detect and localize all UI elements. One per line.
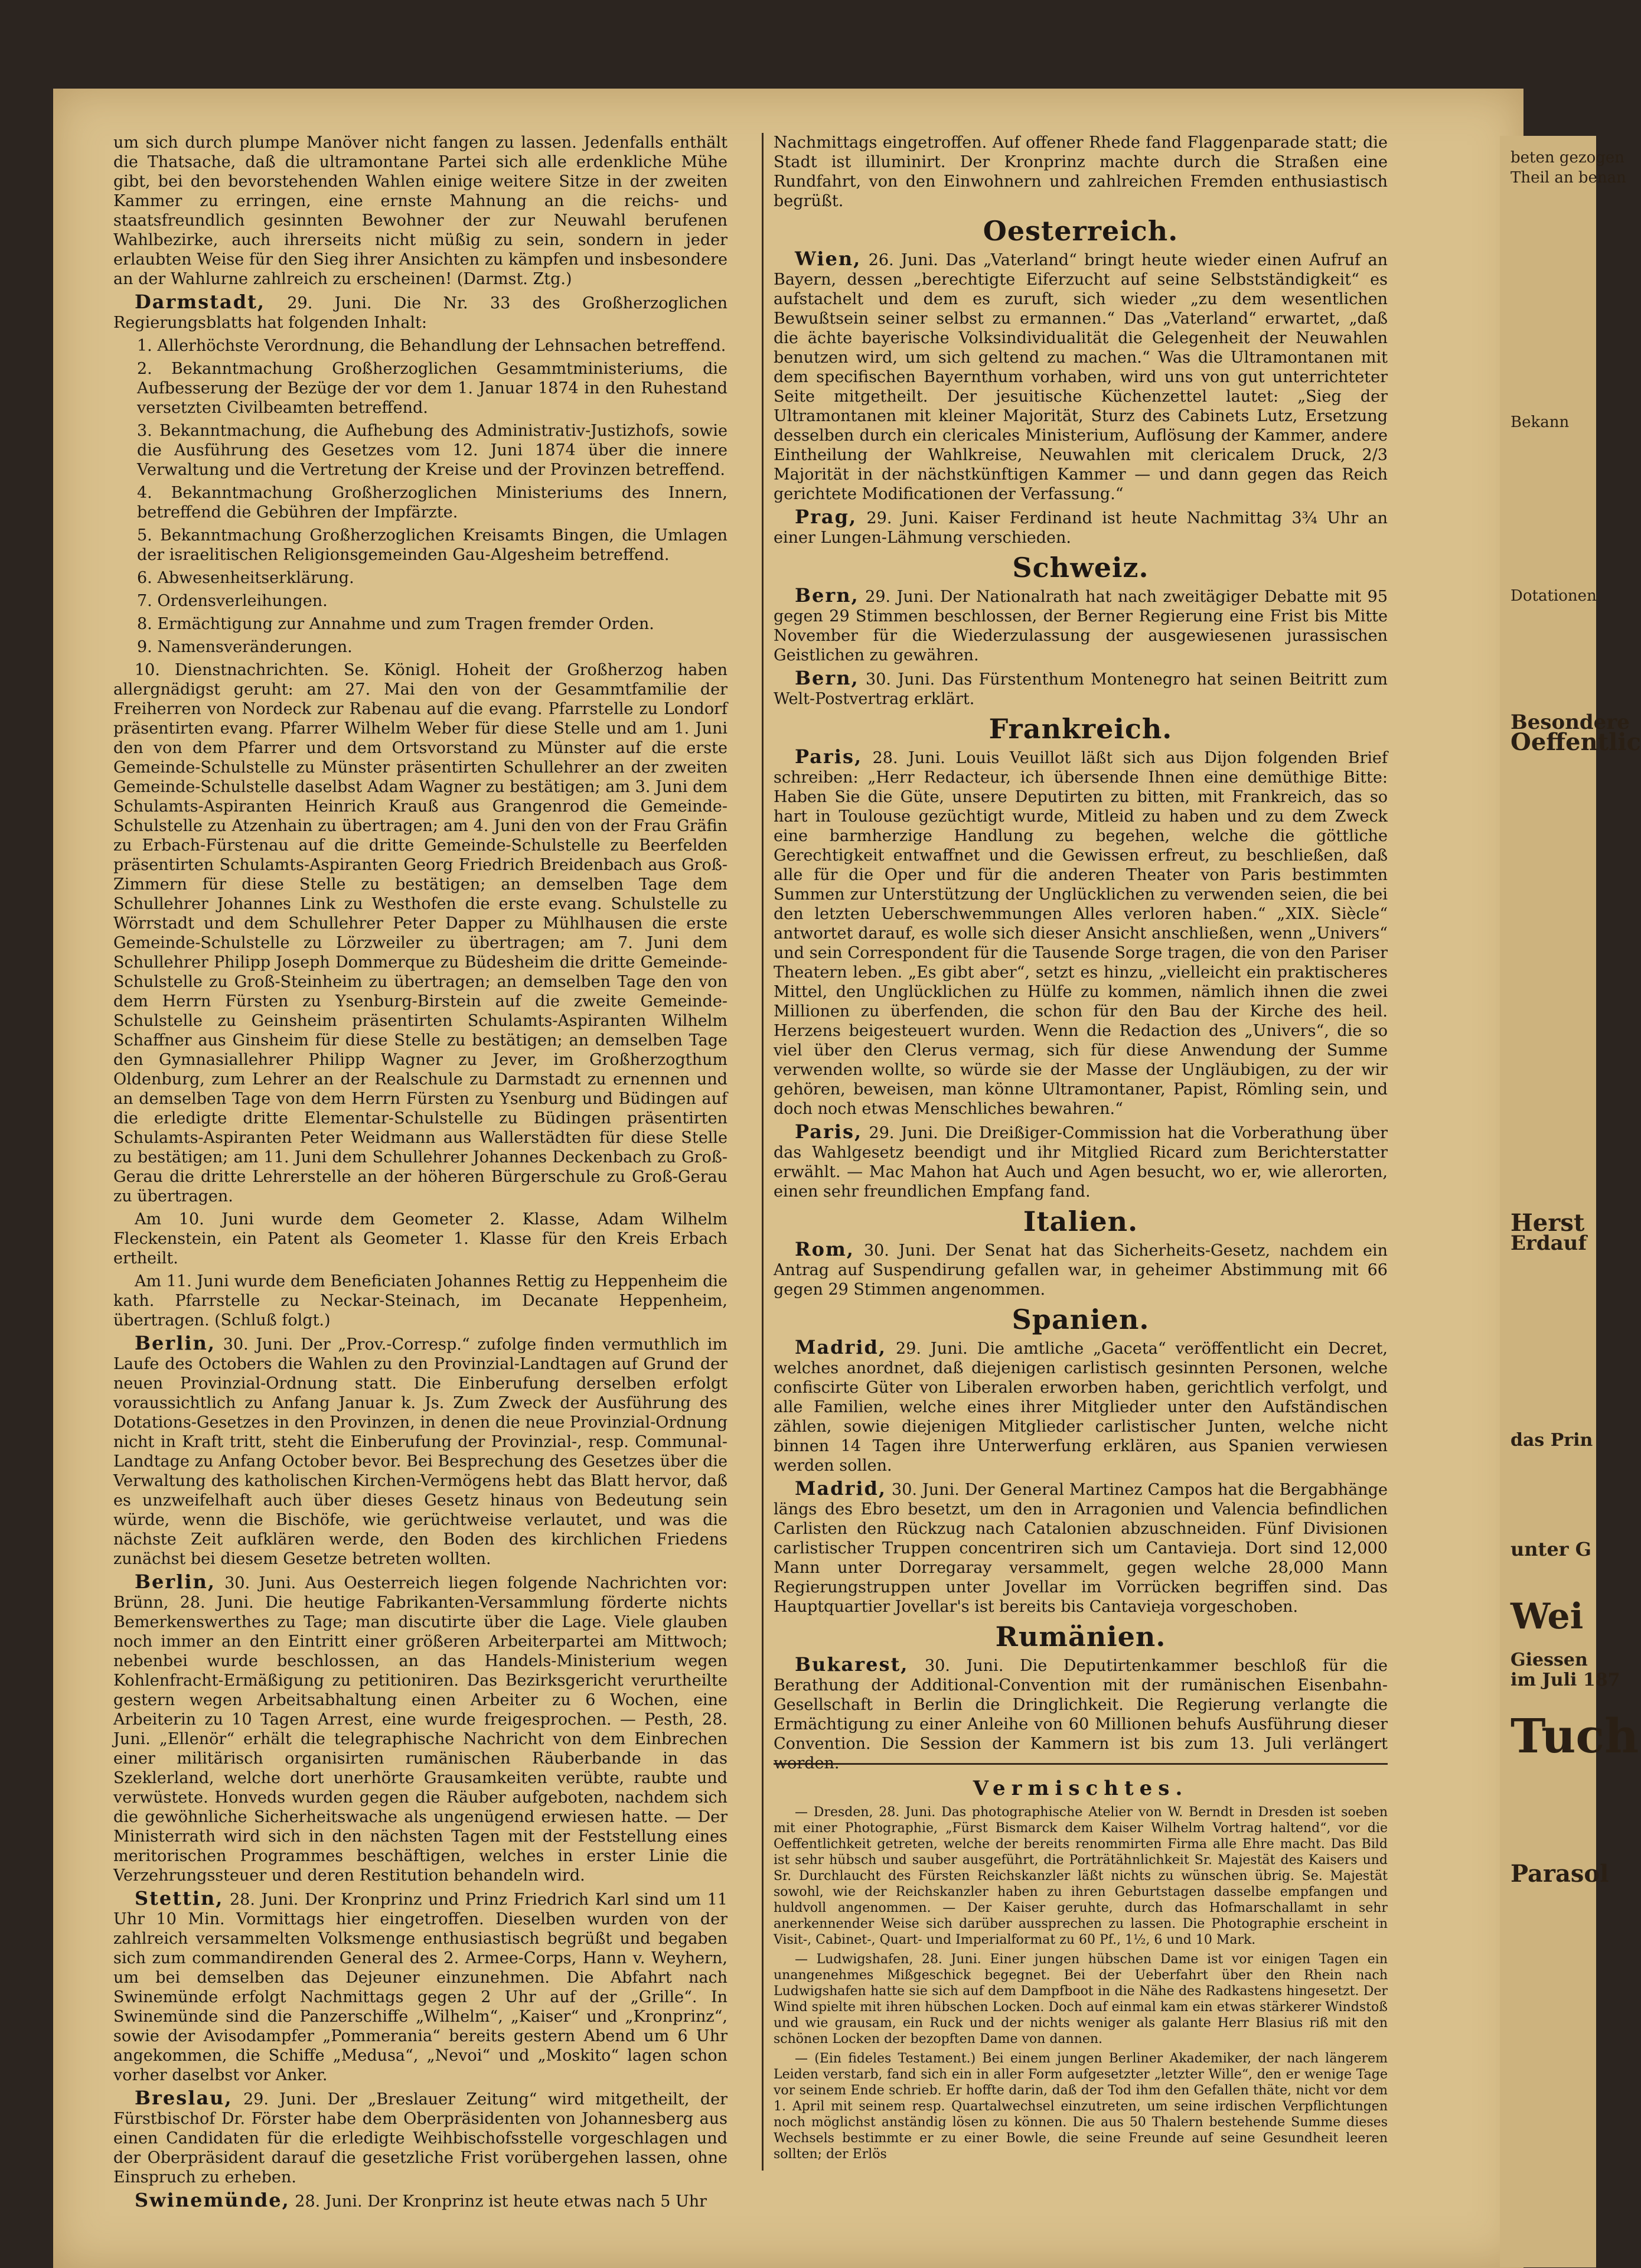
dateline-stettin: Stettin, [135,1887,224,1909]
list-item: 8. Ermächtigung zur Annahme und zum Tragen fremder Orden. [137,615,654,633]
edge-text-8: Erdauf [1510,1231,1587,1255]
edge-text-4: Dotationen [1510,587,1597,605]
heading-frankreich: Frankreich. [988,713,1173,745]
edge-text-7: Herst [1510,1209,1585,1237]
list-item: 7. Ordensverleihungen. [137,592,328,610]
paris-text-1: 28. Juni. Louis Veuillot läßt sich aus Dijon folgenden Brief schreiben: „Herr Redacteur, ich übersende Ihnen eine demüthige Bitte: Haben Sie die Güte, unsere Deputirten zu bitten, mit Frankreich, das so hart in Toulouse gezüchtigt wurde, Mitleid zu haben und zu dem Zweck eine barmherzige Handlung zu begehen, welche die göttliche Gerechtigkeit entwaffnet und die Gewissen erfreut, zu beschließen, daß alle für die Oper und für die anderen Theater von Paris bestimmten Summen zur Unterstützung der Unglücklichen zu verwenden seien, die bei den letzten Ueberschwemmungen Alles verloren haben.“ „XIX. Siècle“ antwortet darauf, es wolle sich dieser Ansicht anschließen, wenn „Univers“ und sein Correspondent für die Tausende Sorge tragen, die von den Pariser Theatern leben. „Es gibt aber“, setzt es hinzu, „vielleicht ein praktischeres Mittel, den Unglücklichen zu Hülfe zu kommen, nämlich ihnen die zwei Millionen zu überfenden, die schon für den Bau der Kirche des heil. Herzens beigesteuert wurden. Wenn die Redaction des „Univers“, die so viel über den Clerus vermag, sich für diese Anwendung der Summe verwenden wollte, so würde sie der Masse der Ungläubigen, zu der wir gehören, beweisen, man könne Ultramontaner, Papist, Römling sein, und doch noch etwas Menschliches bewahren.“ [774,749,1388,1118]
dateline-darmstadt: Darmstadt, [135,291,266,313]
continuation-paragraph: Nachmittags eingetroffen. Auf offener Rhede fand Flaggenparade statt; die Stadt ist illuminirt. Der Kronprinz machte durch die Straßen eine Rundfahrt, von den Einwohnern und zahlreichen Fremden enthusiastisch begrüßt. [774,133,1388,210]
edge-text-13: im Juli 187 [1510,1670,1620,1690]
dateline-paris-1: Paris, [795,745,863,768]
list-item: 3. Bekanntmachung, die Aufhebung des Administrativ-Justizhofs, sowie die Ausführung des Gesetzes vom 12. Juni 1874 über die innere Verwaltung und die Vertretung der Kreise und der Provinzen betreffend. [137,422,727,479]
stettin-text: 28. Juni. Der Kronprinz und Prinz Friedrich Karl sind um 11 Uhr 10 Min. Vormittags hier eingetroffen. Dieselben wurden von der zahlreich versammelten Volksmenge enthusiastisch begrüßt und begaben sich zum commandirenden General des 2. Armee-Corps, Hann v. Weyhern, um bei demselben das Dejeuner einzunehmen. Die Abfahrt nach Swinemünde erfolgt Nachmittags gegen 2 Uhr auf der „Grille“. In Swinemünde sind die Panzerschiffe „Wilhelm“, „Kaiser“ und „Kronprinz“, sowie der Avisodampfer „Pommerania“ bereits gestern Abend um 6 Uhr angekommen, die Schiffe „Medusa“, „Nevoi“ und „Moskito“ lagen schon vorher daselbst vor Anker. [113,1891,727,2084]
heading-vermischtes: Vermischtes. [973,1777,1189,1800]
heading-rumaenien: Rumänien. [995,1621,1166,1653]
list-item: 1. Allerhöchste Verordnung, die Behandlung der Lehnsachen betreffend. [137,337,726,355]
prag-article [774,507,1388,548]
dateline-bern-1: Bern, [795,584,859,607]
list-item: 5. Bekanntmachung Großherzoglichen Kreisamts Bingen, die Umlagen der israelitischen Religionsgemeinden Gau-Algesheim betreffend. [137,526,727,564]
dateline-rom: Rom, [795,1238,854,1260]
breslau-text: 29. Juni. Der „Breslauer Zeitung“ wird mitgetheilt, der Fürstbischof Dr. Förster habe dem Oberpräsidenten von Johannesberg aus einen Candidaten für die erledigte Weihbischofsstelle vorgeschlagen und der Oberpräsident darauf die gesetzliche Frist vorübergehen lassen, ohne Einspruch zu erheben. [113,2090,727,2186]
dateline-madrid-1: Madrid, [795,1336,887,1358]
berlin-article-2 [113,1572,727,1885]
list-item: 4. Bekanntmachung Großherzoglichen Ministeriums des Innern, betreffend die Gebühren der Impfärzte. [137,484,727,522]
edge-text-15: Parasol [1510,1860,1609,1888]
madrid-text-1: 29. Juni. Die amtliche „Gaceta“ veröffentlicht ein Decret, welches anordnet, daß diejenigen carlistisch gesinnten Personen, welche confiscirte Güter von Liberalen erworben haben, gerichtlich verfolgt, und alle Familien, welche eines ihrer Mitglieder unter den Aufständischen zählen, sowie diejenigen Mitglieder carlistischer Junten, welche nicht binnen 14 Tagen ihre Unterwerfung erklären, aus Spanien verwiesen werden sollen. [774,1340,1388,1475]
wien-text: 26. Juni. Das „Vaterland“ bringt heute wieder einen Aufruf an Bayern, dessen „berechtigte Eiferzucht auf seine Selbstständigkeit“ es aufstachelt und dem es zuruft, sich wieder „zu dem wesentlichen Bewußtsein seiner selbst zu ermannen.“ Das „Vaterland“ erwartet, „daß die ächte bayerische Volksindividualität die Gelegenheit der Neuwahlen benutzen wird, um sich geltend zu machen.“ Was die Ultramontanen mit dem specifischen Bayernthum vorhaben, wird uns von gut unterrichteter Seite mitgetheilt. Der jesuitische Küchenzettel lautet: „Sieg der Ultramontanen mit kleiner Majorität, Sturz des Cabinets Lutz, Ersetzung desselben durch ein clericales Ministerium, Auflösung der Kammer, andere Eintheilung der Wahlkreise, Neuwahlen mit clericalem Druck, 2/3 Majorität in der nächstkünftigen Kammer — und dann gegen das Reich gerichtete Modificationen der Verfassung.“ [774,251,1388,503]
dateline-bern-2: Bern, [795,667,859,689]
edge-text-2: Theil an benan [1510,169,1626,187]
darmstadt-article [113,292,727,333]
rom-text: 30. Juni. Der Senat hat das Sicherheits-Gesetz, nachdem ein Antrag auf Suspendirung gefallen war, in geheimer Abstimmung mit 66 gegen 29 Stimmen angenommen. [774,1241,1388,1299]
breslau-article [113,2088,727,2187]
bern-text-2: 30. Juni. Das Fürstenthum Montenegro hat seinen Beitritt zum Welt-Postvertrag erklärt. [774,670,1388,708]
heading-spanien: Spanien. [1012,1304,1150,1335]
rom-article [774,1240,1388,1299]
heading-italien: Italien. [1023,1205,1138,1237]
adjacent-page-strip [1500,136,1641,2267]
geometer-paragraph: Am 10. Juni wurde dem Geometer 2. Klasse, Adam Wilhelm Fleckenstein, ein Patent als Geometer 1. Klasse für den Kreis Erbach ertheilt. [113,1210,727,1267]
berlin-text-1: 30. Juni. Der „Prov.-Corresp.“ zufolge finden vermuthlich im Laufe des Octobers die Wahlen zu den Provinzial-Landtagen auf Grund der neuen Provinzial-Ordnung statt. Die Einberufung derselben erfolgt voraussichtlich zu Anfang Januar k. Js. Zum Zweck der Ausführung des Dotations-Gesetzes in den Provinzen, in denen die neue Provinzial-Ordnung nicht in Kraft tritt, steht die Einberufung der Provinzial-, resp. Communal-Landtage zu Anfang October bevor. Bei Besprechung des Gesetzes über die Verwaltung des katholischen Kirchen-Vermögens hebt das Blatt hervor, daß es unzweifelhaft auch über dieses Gesetz hinaus von Bedeutung sein würde, wenn die Bischöfe, wie gerüchtweise verlautet, und was die nächste Zeit aufklären werde, den Boden des kirchlichen Friedens zunächst bei diesem Gesetze betreten wollten. [113,1335,727,1568]
edge-text-1: beten gezogen [1510,149,1625,167]
vermischtes-dresden: — Dresden, 28. Juni. Das photographische Atelier von W. Berndt in Dresden ist soeben mit einer Photographie, „Fürst Bismarck dem Kaiser Wilhelm Vortrag haltend“, vor die Oeffentlichkeit getreten, welche der bereits renommirten Firma alle Ehre macht. Das Bild ist sehr hübsch und sauber ausgeführt, die Porträtähnlichkeit Sr. Majestät des Kaisers und Sr. Durchlaucht des Fürsten Reichskanzler läßt nichts zu wünschen übrig. Se. Majestät sowohl, wie der Reichskanzler haben zu ihren Geburtstagen dasselbe empfangen und huldvoll angenommen. — Der Kaiser geruhte, durch das Hofmarschallamt in sehr anerkennender Weise sich darüber aussprechen zu lassen. Die Photographie erscheint in Visit-, Cabinet-, Quart- und Imperialformat zu 60 Pf., 1½, 6 und 10 Mark. [774,1805,1388,1947]
intro-paragraph: um sich durch plumpe Manöver nicht fangen zu lassen. Jedenfalls enthält die Thatsache, daß die ultramontane Partei sich alle erdenkliche Mühe gibt, bei den bevorstehenden Wahlen einige weitere Sitze in der zweiten Kammer zu erringen, eine ernste Mahnung an die reichs- und staatsfreundlich gesinnten Bewohner der zur Neuwahl berufenen Wahlbezirke, auch ihrerseits nicht müßig zu sein, sondern in jeder erlaubten Weise für den Sieg ihrer Ansichten zu kämpfen und insbesondere an der Wahlurne zahlreich zu erscheinen! (Darmst. Ztg.) [113,133,727,288]
benefiziat-paragraph: Am 11. Juni wurde dem Beneficiaten Johannes Rettig zu Heppenheim die kath. Pfarrstelle zu Neckar-Steinach, im Decanate Heppenheim, übertragen. (Schluß folgt.) [113,1272,727,1329]
edge-text-14: Tuch [1510,1708,1639,1764]
heading-schweiz: Schweiz. [1012,552,1149,584]
dateline-bukarest: Bukarest, [795,1653,909,1676]
dienstnachrichten-paragraph: 10. Dienstnachrichten. Se. Königl. Hoheit der Großherzog haben allergnädigst geruht: am 27. Mai den von der Gesammtfamilie der Freiherren von Nordeck zur Rabenau auf die evang. Pfarrstelle zu Londorf präsentirten evang. Pfarrer Wilhelm Weber für diese Stelle und am 1. Juni den von dem Pfarrer und dem Ortsvorstand zu Münster auf die erste Gemeinde-Schulstelle zu Münster präsentirten Schullehrer an der zweiten Gemeinde-Schulstelle daselbst Adam Wagner zu bestätigen; am 3. Juni dem Schulamts-Aspiranten Heinrich Krauß aus Grangenrod die Gemeinde-Schulstelle zu Atzenhain zu übertragen; am 4. Juni den von der Frau Gräfin zu Erbach-Fürstenau auf die dritte Gemeinde-Schulstelle zu Beerfelden präsentirten Schulamts-Aspiranten Georg Friedrich Breidenbach aus Groß-Zimmern für diese Stelle zu bestätigen; an demselben Tage dem Schullehrer Johannes Link zu Westhofen die erste evang. Schulstelle zu Wörrstadt und dem Schullehrer Peter Dapper zu Mühlhausen die erste Gemeinde-Schulstelle zu Lörzweiler zu übertragen; am 7. Juni dem Schullehrer Philipp Joseph Dommerque zu Büdesheim die dritte Gemeinde-Schulstelle zu Groß-Steinheim zu übertragen; an demselben Tage den von dem Herrn Fürsten zu Ysenburg-Birstein auf die zweite Gemeinde-Schulstelle zu Geinsheim präsentirten Schulamts-Aspiranten Wilhelm Schaffner aus Ginsheim für diese Stelle zu bestätigen; an demselben Tage den Gymnasiallehrer Philipp Wagner zu Jever, im Großherzogthum Oldenburg, zum Lehrer an der Realschule zu Darmstadt zu ernennen und an demselben Tage von dem Herrn Fürsten zu Ysenburg und Büdingen auf die erledigte dritte Elementar-Schulstelle zu Büdingen präsentirten Schulamts-Aspiranten Peter Weidmann aus Wallerstädten für diese Stelle zu bestätigen; am 11. Juni dem Schullehrer Johannes Deckenbach zu Groß-Gerau die dritte Lehrerstelle an der höheren Bürgerschule zu Groß-Gerau zu übertragen. [113,661,727,1205]
column-divider [762,133,764,2171]
edge-text-9: das Prin [1510,1430,1593,1451]
bern-article-2 [774,669,1388,709]
dateline-swinemuende: Swinemünde, [135,2189,290,2211]
edge-text-12: Giessen [1510,1650,1588,1670]
vermischtes-testament: — (Ein fideles Testament.) Bei einem jungen Berliner Akademiker, der nach längerem Leiden verstarb, fand sich ein in aller Form aufgesetzter „letzter Wille“, den er wenige Tage vor seinem Ende schrieb. Er hoffte darin, daß der Tod ihm den Gefallen thäte, nicht vor dem 1. April mit seinem resp. Quartalwechsel einzutreten, um seine irdischen Verpflichtungen noch möglichst anständig lösen zu können. Die aus 50 Thalern bestehende Summe dieses Wechsels bestimmte er zu einer Bowle, die seine Freunde auf seine Gesundheit leeren sollten; der Erlös [774,2051,1388,2162]
heading-oesterreich: Oesterreich. [983,215,1179,247]
bukarest-text: 30. Juni. Die Deputirtenkammer beschloß für die Berathung der Additional-Convention mit der rumänischen Eisenbahn-Gesellschaft in Berlin die Dringlichkeit. Die Regierung verlangte die Ermächtigung zu einer Anleihe von 60 Millionen behufs Ausführung dieser Convention. Die Session der Kammern ist bis zum 13. Juli verlängert worden. [774,1657,1388,1772]
dateline-berlin-1: Berlin, [135,1332,216,1354]
right-column [774,133,1388,2162]
madrid-article-2 [774,1479,1388,1617]
edge-text-10: unter G [1510,1538,1591,1560]
bern-article-1 [774,586,1388,665]
dateline-prag: Prag, [795,506,857,528]
bern-text-1: 29. Juni. Der Nationalrath hat nach zweitägiger Debatte mit 95 gegen 29 Stimmen beschlossen, der Berner Regierung eine Frist bis Mitte November für die Wiederzulassung der ausgewiesenen jurassischen Geistlichen zu gewähren. [774,588,1388,664]
madrid-article-1 [774,1338,1388,1475]
stettin-article [113,1889,727,2085]
paris-article-2 [774,1122,1388,1201]
dateline-paris-2: Paris, [795,1120,863,1143]
edge-text-5: Besondere [1510,711,1630,734]
bukarest-article [774,1655,1388,1773]
dateline-madrid-2: Madrid, [795,1477,887,1500]
dateline-berlin-2: Berlin, [135,1570,216,1593]
swinemuende-article [113,2191,727,2211]
list-item: 9. Namensveränderungen. [137,638,353,656]
prag-text: 29. Juni. Kaiser Ferdinand ist heute Nachmittag 3¾ Uhr an einer Lungen-Lähmung verschieden. [774,509,1388,547]
darmstadt-text: 29. Juni. Die Nr. 33 des Großherzoglichen Regierungsblatts hat folgenden Inhalt: [113,294,727,332]
edge-text-11: Wei [1510,1596,1584,1637]
vermischtes-ludwigshafen: — Ludwigshafen, 28. Juni. Einer jungen hübschen Dame ist vor einigen Tagen ein unangenehmes Mißgeschick begegnet. Bei der Ueberfahrt über den Rhein nach Ludwigshafen hatte sie sich auf dem Dampfboot in die Nähe des Radkastens hingesetzt. Der Wind spielte mit ihren hübschen Locken. Doch auf einmal kam ein etwas stärkerer Windstoß und wie grausam, ein Ruck und der nichts weniger als galante Herr Blasius riß mit den schönen Locken der bezopften Dame von dannen. [774,1952,1388,2047]
berlin-text-2: 30. Juni. Aus Oesterreich liegen folgende Nachrichten vor: Brünn, 28. Juni. Die heutige Fabrikanten-Versammlung förderte nichts Bemerkenswerthes zu Tage; man discutirte über die Lage. Viele glauben noch immer an den Eintritt einer größeren Arbeiterpartei am Mittwoch; nebenbei wurde beschlossen, an das Handels-Ministerium wegen Kohlenfracht-Ermäßigung zu petitioniren. Das Bezirksgericht verurtheilte gestern wegen Arbeitsabhaltung einen Arbeiter zu 6 Wochen, eine Arbeiterin zu 10 Tagen Arrest, eine wurde freigesprochen. — Pesth, 28. Juni. „Ellenör“ erhält die telegraphische Nachricht von dem Einbrechen einer militärisch organisirten rumänischen Räuberbande in das Szeklerland, welche dort unerhörte Grausamkeiten verübte, raubte und verwüstete. Honveds wurden gegen die Räuber aufgeboten, nachdem sich die gewöhnliche Sicherheitswache als ungenügend erwiesen hatte. — Der Ministerrath wird sich in den nächsten Tagen mit der Feststellung eines meritorischen Programmes beschäftigen, welches in erster Linie die Verzehrungssteuer und deren Restitution behandeln wird. [113,1574,727,1885]
regierungsblatt-list [113,336,727,657]
dateline-breslau: Breslau, [135,2087,233,2109]
edge-text-6: Oeffentlic [1510,728,1641,756]
swinemuende-text: 28. Juni. Der Kronprinz ist heute etwas nach 5 Uhr [295,2192,707,2211]
edge-text-3: Bekann [1510,413,1570,431]
paris-article-1 [774,747,1388,1119]
berlin-article-1 [113,1334,727,1569]
dateline-wien: Wien, [795,247,862,270]
paris-text-2: 29. Juni. Die Dreißiger-Commission hat die Vorberathung über das Wahlgesetz beendigt und ihr Mitglied Ricard zum Berichterstatter erwählt. — Mac Mahon hat Auch und Agen besucht, wo er, wie allerorten, einen sehr freundlichen Empfang fand. [774,1124,1388,1201]
madrid-text-2: 30. Juni. Der General Martinez Campos hat die Bergabhänge längs des Ebro besetzt, um den in Arragonien und Valencia befindlichen Carlisten den Rückzug nach Catalonien abzuschneiden. Fünf Divisionen carlistischer Truppen concentriren sich um Cantavieja. Dort sind 12,000 Mann unter Dorregaray versammelt, gegen welche 28,000 Mann Regierungstruppen unter Jovellar im Vorrücken begriffen sind. Das Hauptquartier Jovellar's ist bereits bis Cantavieja vorgeschoben. [774,1481,1388,1616]
list-item: 6. Abwesenheitserklärung. [137,569,354,587]
wien-article [774,249,1388,504]
left-column [113,133,727,2211]
list-item: 2. Bekanntmachung Großherzoglichen Gesammtministeriums, die Aufbesserung der Bezüge der vor dem 1. Januar 1874 in den Ruhestand versetzten Civilbeamten betreffend. [137,360,727,417]
